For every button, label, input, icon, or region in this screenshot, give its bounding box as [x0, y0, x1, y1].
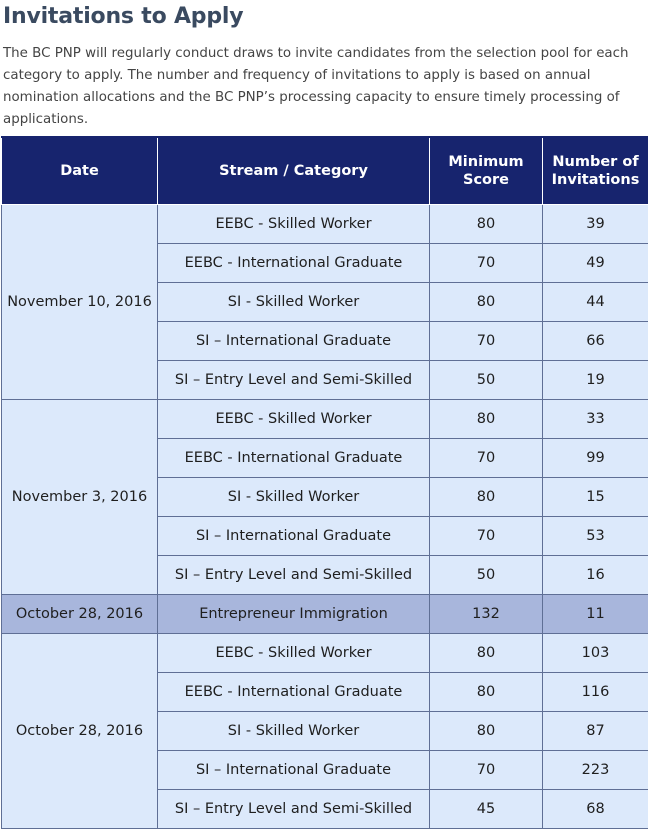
stream-cell: SI – Entry Level and Semi-Skilled — [158, 556, 430, 595]
invitations-cell: 223 — [543, 751, 649, 790]
stream-cell: Entrepreneur Immigration — [158, 595, 430, 634]
invitations-cell: 33 — [543, 400, 649, 439]
invitations-cell: 19 — [543, 361, 649, 400]
invitations-cell: 39 — [543, 205, 649, 244]
table-row-highlighted — [2, 595, 649, 634]
invitations-cell: 66 — [543, 322, 649, 361]
stream-cell: SI – International Graduate — [158, 751, 430, 790]
invitations-table-container — [1, 136, 648, 836]
score-cell: 50 — [430, 556, 543, 595]
table-header-row — [2, 137, 649, 205]
header-date: Date — [2, 137, 158, 205]
invitations-cell: 87 — [543, 712, 649, 751]
stream-cell: EEBC - International Graduate — [158, 439, 430, 478]
header-num-invitations — [543, 137, 649, 205]
score-cell: 80 — [430, 712, 543, 751]
stream-cell: EEBC - International Graduate — [158, 244, 430, 283]
stream-cell: EEBC - Skilled Worker — [158, 400, 430, 439]
score-cell: 80 — [430, 283, 543, 322]
table-row — [2, 205, 649, 244]
invitations-cell: 53 — [543, 517, 649, 556]
table-row — [2, 634, 649, 673]
header-min-score — [430, 137, 543, 205]
score-cell: 80 — [430, 205, 543, 244]
date-cell: October 28, 2016 — [2, 595, 158, 634]
score-cell: 80 — [430, 673, 543, 712]
invitations-table — [1, 136, 648, 829]
stream-cell: SI – International Graduate — [158, 517, 430, 556]
date-cell: November 3, 2016 — [2, 400, 158, 595]
header-stream: Stream / Category — [158, 137, 430, 205]
score-cell: 132 — [430, 595, 543, 634]
date-cell: October 28, 2016 — [2, 634, 158, 829]
score-cell: 50 — [430, 361, 543, 400]
header-num-invitations-line2: Invitations — [551, 172, 640, 188]
stream-cell: SI - Skilled Worker — [158, 283, 430, 322]
score-cell: 70 — [430, 517, 543, 556]
invitations-cell: 49 — [543, 244, 649, 283]
score-cell: 70 — [430, 439, 543, 478]
invitations-cell: 103 — [543, 634, 649, 673]
stream-cell: SI – International Graduate — [158, 322, 430, 361]
score-cell: 70 — [430, 244, 543, 283]
score-cell: 80 — [430, 478, 543, 517]
date-cell: November 10, 2016 — [2, 205, 158, 400]
header-num-invitations-line1: Number of — [552, 154, 639, 170]
stream-cell: EEBC - International Graduate — [158, 673, 430, 712]
invitations-cell: 99 — [543, 439, 649, 478]
intro-paragraph: The BC PNP will regularly conduct draws to invite candidates from the selection pool for each category to apply. The number and frequency of invitations to apply is based on annual nomination allocations and the BC PNP’s processing capacity to ensure timely processing of applications. — [3, 46, 629, 127]
score-cell: 70 — [430, 751, 543, 790]
invitations-cell: 11 — [543, 595, 649, 634]
stream-cell: SI - Skilled Worker — [158, 712, 430, 751]
stream-cell: EEBC - Skilled Worker — [158, 205, 430, 244]
invitations-cell: 116 — [543, 673, 649, 712]
score-cell: 70 — [430, 322, 543, 361]
invitations-cell: 44 — [543, 283, 649, 322]
stream-cell: EEBC - Skilled Worker — [158, 634, 430, 673]
stream-cell: SI – Entry Level and Semi-Skilled — [158, 361, 430, 400]
page-title: Invitations to Apply — [3, 4, 244, 29]
score-cell: 45 — [430, 790, 543, 829]
table-row — [2, 400, 649, 439]
stream-cell: SI – Entry Level and Semi-Skilled — [158, 790, 430, 829]
header-min-score-line1: Minimum — [448, 154, 524, 170]
stream-cell: SI - Skilled Worker — [158, 478, 430, 517]
header-min-score-line2: Score — [463, 172, 509, 188]
invitations-cell: 68 — [543, 790, 649, 829]
score-cell: 80 — [430, 634, 543, 673]
score-cell: 80 — [430, 400, 543, 439]
invitations-cell: 15 — [543, 478, 649, 517]
invitations-cell: 16 — [543, 556, 649, 595]
